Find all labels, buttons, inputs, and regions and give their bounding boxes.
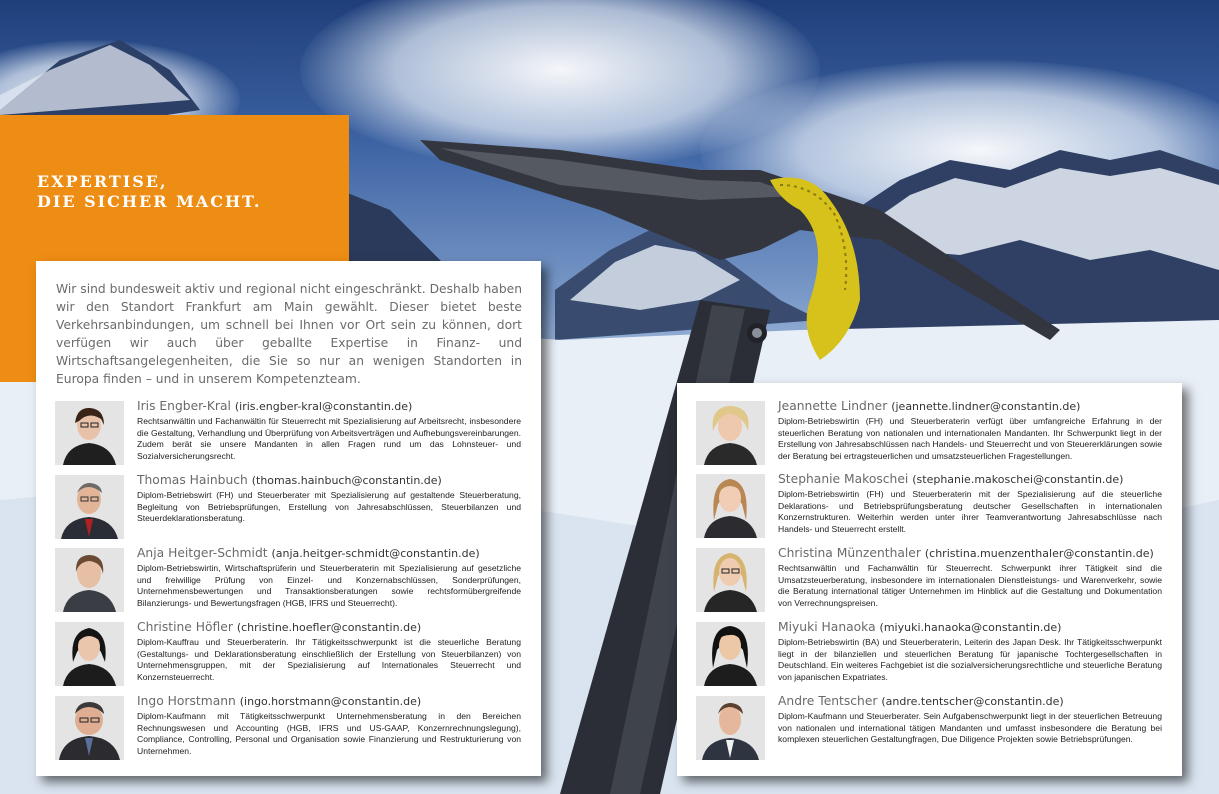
member-description: Diplom-Betriebswirtin (FH) und Steuerberaterin verfügt über umfangreiche Erfahrung in der steuerlichen Beratung von nationalen und internationalen Mandanten. Ihr Schwerpunkt liegt in der Erstellung von Jahresabschlüssen nach Handels- und Steuerrecht und von Steuererklärungen sowie der Beratung bei ertragsteuerlichen und umsatzsteuerlichen Fragestellungen. [778,416,1162,462]
portrait-photo [55,548,124,612]
member-name [778,619,1162,636]
portrait-photo [696,548,765,612]
member-email: (stephanie.makoschei@constantin.de) [912,473,1124,486]
member-description: Diplom-Kaufmann mit Tätigkeitsschwerpunkt Unternehmensberatung in den Bereichen Rechnungswesen und Accounting (HGB, IFRS und US-GAAP, Konzernrechnungslegung), Compliance, Controlling, Personal und Organisation sowie Finanzierung und Restrukturierung von Unternehmen. [137,711,521,757]
member-name-text: Andre Tentscher [778,694,878,708]
member-name-text: Christine Höfler [137,620,233,634]
portrait-photo [696,696,765,760]
portrait-photo [696,622,765,686]
portrait-photo [696,401,765,465]
intro-text: Wir sind bundesweit aktiv und regional nicht eingeschränkt. Deshalb haben wir den Standort Frankfurt am Main gewählt. Dieser bietet beste Verkehrsanbindungen, um schnell bei Ihnen vor Ort sein zu können, dort verfügen wir auch über geballte Expertise in Finanz- und Wirtschaftsangelegenheiten, die Sie so nur an wenigen Standorten in Europa finden – und in unserem Kompetenzteam. [56,282,522,386]
member-email: (christine.hoefler@constantin.de) [236,621,422,634]
member-name [778,471,1162,488]
member-text [137,619,521,684]
member-text [137,398,521,463]
member-name [137,619,521,636]
member-text [778,471,1162,536]
team-member [55,696,523,762]
portrait-photo [55,401,124,465]
team-member [696,696,1164,762]
member-name [137,545,521,562]
member-description: Diplom-Kaufmann und Steuerberater. Sein Aufgabenschwerpunkt liegt in der steuerlichen Betreuung von nationalen und international tätigen Mandanten und umfasst insbesondere die Beratung bei komplexen steuerlichen Gestaltungfragen, Due Diligence Projekten sowie Betriebsprüfungen. [778,711,1162,745]
member-name-text: Ingo Horstmann [137,694,236,708]
member-name-text: Jeannette Lindner [778,399,888,413]
member-name [778,545,1162,562]
member-text [778,398,1162,463]
member-text [778,545,1162,610]
member-description: Diplom-Kauffrau und Steuerberaterin. Ihr Tätigkeitsschwerpunkt ist die steuerliche Beratung (Gestaltungs- und Deklarationsberatung einschließlich der Erstellung von Steuerbilanzen) von Unternehmensgruppen, mit der Spezialisierung auf Internationales Steuerrecht und Konzernsteuerrecht. [137,637,521,683]
member-email: (andre.tentscher@constantin.de) [881,695,1064,708]
team-member [55,475,523,541]
member-name [137,693,521,710]
member-description: Rechtsanwältin und Fachanwältin für Steuerrecht mit Spezialisierung auf Arbeitsrecht, insbesondere die Gestaltung, Verhandlung und Überprüfung von Arbeitsverträgen und Aufhebungsvereinbarungen. Zudem berät sie unsere Mandanten in allen Fragen rund um das Lohnsteuer- und Sozialversicherungsrecht. [137,416,521,462]
team-member [696,401,1164,467]
member-name [137,472,521,489]
portrait-photo [696,474,765,538]
member-name-text: Anja Heitger-Schmidt [137,546,268,560]
member-text [778,693,1162,746]
team-member [55,401,523,467]
team-panel-left [36,261,541,776]
portrait-photo [55,475,124,539]
member-text [137,693,521,758]
member-email: (anja.heitger-schmidt@constantin.de) [271,547,480,560]
member-name [137,398,521,415]
member-name-text: Iris Engber-Kral [137,399,231,413]
member-name-text: Miyuki Hanaoka [778,620,876,634]
team-member [696,548,1164,614]
member-text [137,472,521,525]
member-email: (miyuki.hanaoka@constantin.de) [879,621,1062,634]
member-description: Rechtsanwältin und Fachanwältin für Steuerrecht. Schwerpunkt ihrer Tätigkeit sind die Umsatzsteuerberatung, insbesondere im internationalen Dienstleistungs- und Warenverkehr, sowie die Beratung international tätiger Unternehmen im Hinblick auf die Gestaltung und Dokumentation von Verrechnungspreisen. [778,563,1162,609]
team-member [55,548,523,614]
member-name-text: Thomas Hainbuch [137,473,248,487]
portrait-photo [55,622,124,686]
headline-line-2: DIE SICHER MACHT. [37,192,262,211]
team-member [55,622,523,688]
member-text [137,545,521,610]
member-email: (iris.engber-kral@constantin.de) [234,400,413,413]
team-panel-right [677,383,1182,776]
member-name-text: Stephanie Makoschei [778,472,909,486]
team-member [696,622,1164,688]
portrait-photo [55,696,124,760]
headline-line-1: EXPERTISE, [37,172,168,191]
member-name [778,693,1162,710]
member-name-text: Christina Münzenthaler [778,546,921,560]
member-text [778,619,1162,684]
member-email: (christina.muenzenthaler@constantin.de) [924,547,1154,560]
member-email: (jeannette.lindner@constantin.de) [891,400,1081,413]
member-email: (thomas.hainbuch@constantin.de) [251,474,442,487]
member-description: Diplom-Betriebswirt (FH) und Steuerberater mit Spezialisierung auf gestaltende Steuerberatung, Begleitung von Betriebsprüfungen, Erstellung von Jahresabschlüssen, Steuerbilanzen und Steuerdeklarationsberatung. [137,490,521,524]
member-description: Diplom-Betriebswirtin (BA) und Steuerberaterin, Leiterin des Japan Desk. Ihr Tätigkeitsschwerpunkt liegt in der bilanziellen und steuerlichen Beratung für japanische Tochtergesellschaften in Deutschland. Ein weiteres Fachgebiet ist die sozialversicherungsrechtliche und steuerliche Beratung von japanischen Expatriates. [778,637,1162,683]
headline [37,172,261,212]
member-description: Diplom-Betriebswirtin, Wirtschaftsprüferin und Steuerberaterin mit Spezialisierung auf gesetzliche und freiwillige Prüfung von Einzel- und Konzernabschlüssen, Sonderprüfungen, Unternehmensbewertungen und Transaktionsberatungen sowie rechtsformübergreifende Bilanzierungs- und Bewertungsfragen (HGB, IFRS und Steuerrecht). [137,563,521,609]
member-description: Diplom-Betriebswirtin (FH) und Steuerberaterin mit der Spezialisierung auf die steuerliche Deklarations- und Betriebsprüfungsberatung deutscher Gesellschaften in internationalen Konzernstrukturen. Weiterhin werden unter ihrer Teamverantwortung Jahresabschlüsse nach Handels- und Steuerrecht erstellt. [778,489,1162,535]
member-name [778,398,1162,415]
member-email: (ingo.horstmann@constantin.de) [239,695,422,708]
team-member [696,474,1164,540]
